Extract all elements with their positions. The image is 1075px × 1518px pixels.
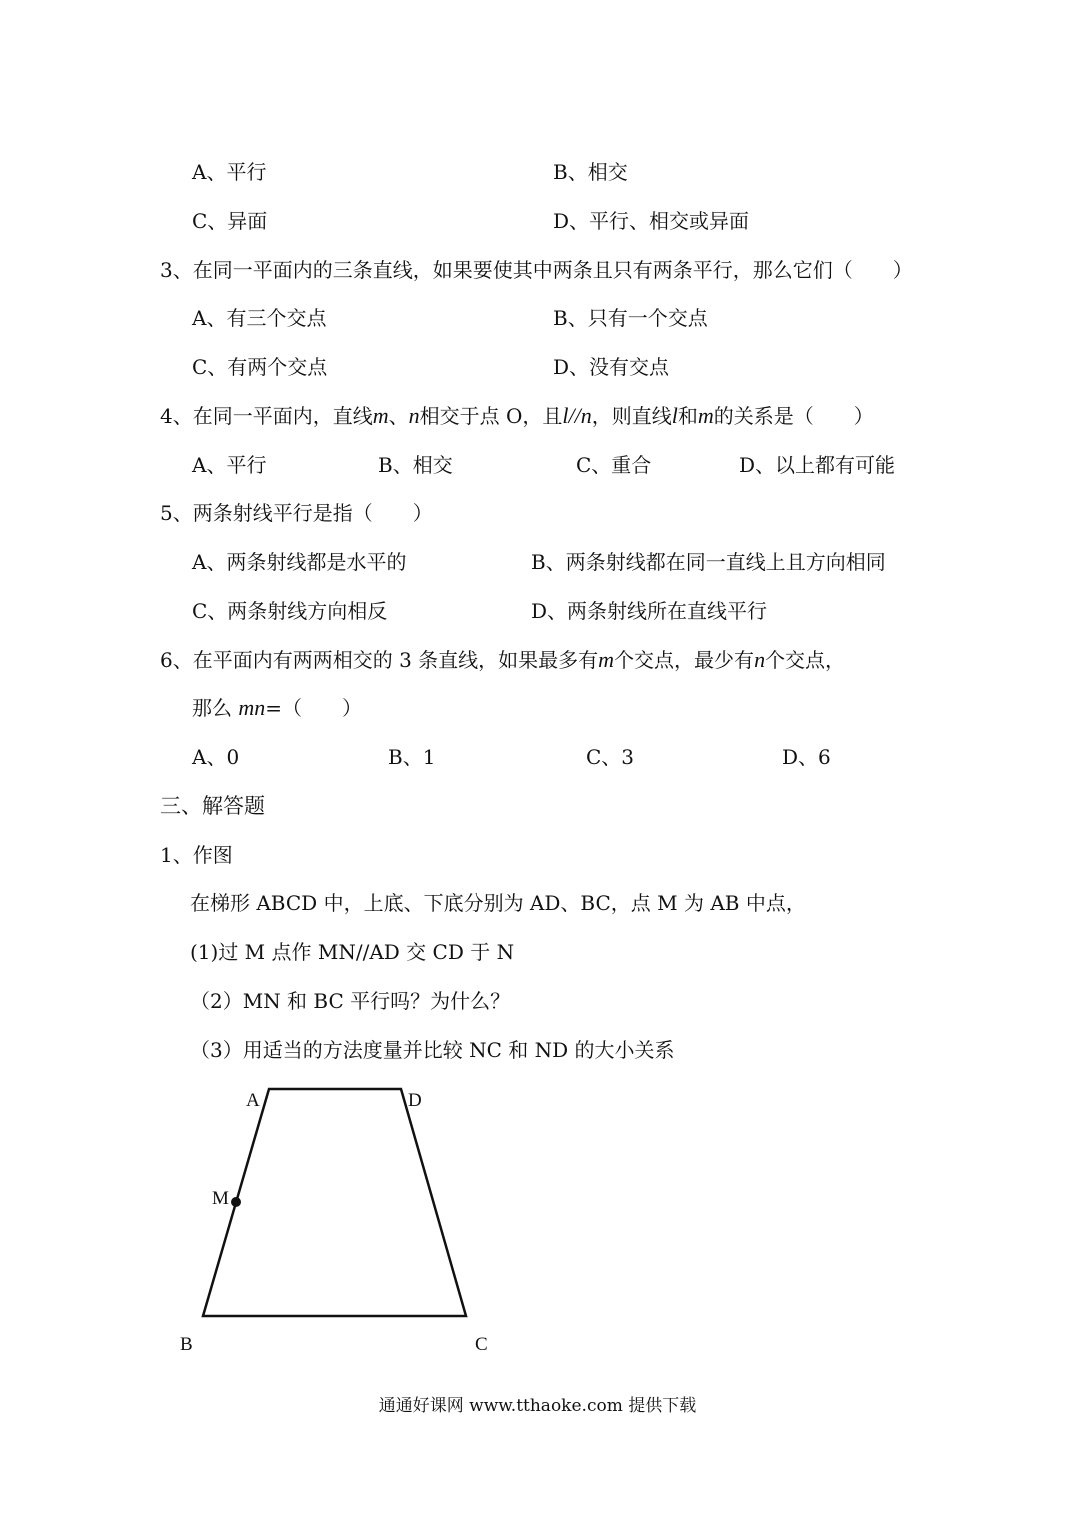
trapezoid-abcd (203, 1089, 466, 1316)
q6-option-c: C、3 (586, 745, 635, 769)
problem-part-1: (1)过 M 点作 MN//AD 交 CD 于 N (190, 940, 515, 964)
q3-option-c: C、有两个交点 (192, 355, 328, 379)
q6-option-b: B、1 (388, 745, 436, 769)
q2-option-b: B、相交 (553, 160, 628, 184)
q6-stem: 6、在平面内有两两相交的 3 条直线，如果最多有m个交点，最少有n个交点， (160, 647, 846, 672)
q3-option-b: B、只有一个交点 (553, 306, 708, 330)
problem-part-2: （2）MN 和 BC 平行吗？为什么？ (190, 989, 511, 1013)
problem-title: 1、作图 (160, 843, 233, 867)
q4-stem: 4、在同一平面内，直线m、n相交于点 O，且l//n，则直线l和m的关系是（ ） (160, 403, 874, 428)
q5-stem: 5、两条射线平行是指（ ） (160, 501, 433, 525)
q5-option-a: A、两条射线都是水平的 (192, 550, 407, 574)
q3-option-a: A、有三个交点 (192, 306, 327, 330)
q3-option-d: D、没有交点 (553, 355, 670, 379)
q2-option-c: C、异面 (192, 209, 268, 233)
q5-option-b: B、两条射线都在同一直线上且方向相同 (531, 550, 886, 574)
q6-option-a: A、0 (192, 745, 240, 769)
q5-option-d: D、两条射线所在直线平行 (531, 599, 768, 623)
label-a: A (246, 1090, 260, 1111)
q3-stem: 3、在同一平面内的三条直线，如果要使其中两条且只有两条平行，那么它们（ ） (160, 258, 913, 282)
label-m: M (212, 1188, 229, 1209)
q4-option-a: A、平行 (192, 453, 267, 477)
q4-option-c: C、重合 (576, 453, 652, 477)
q6-stem-continued: 那么 mn=（ ） (192, 695, 363, 720)
footer-credit: 通通好课网 www.tthaoke.com 提供下载 (378, 1396, 697, 1416)
label-c: C (475, 1334, 488, 1355)
midpoint-m-dot (231, 1197, 241, 1207)
q4-option-d: D、以上都有可能 (739, 453, 896, 477)
q5-option-c: C、两条射线方向相反 (192, 599, 388, 623)
q2-option-a: A、平行 (192, 160, 267, 184)
section-heading: 三、解答题 (160, 794, 265, 818)
q4-option-b: B、相交 (378, 453, 453, 477)
q6-option-d: D、6 (782, 745, 831, 769)
label-d: D (408, 1090, 422, 1111)
q2-option-d: D、平行、相交或异面 (553, 209, 750, 233)
problem-part-3: （3）用适当的方法度量并比较 NC 和 ND 的大小关系 (190, 1038, 675, 1062)
problem-intro: 在梯形 ABCD 中，上底、下底分别为 AD、BC，点 M 为 AB 中点， (190, 891, 806, 915)
label-b: B (180, 1334, 193, 1355)
